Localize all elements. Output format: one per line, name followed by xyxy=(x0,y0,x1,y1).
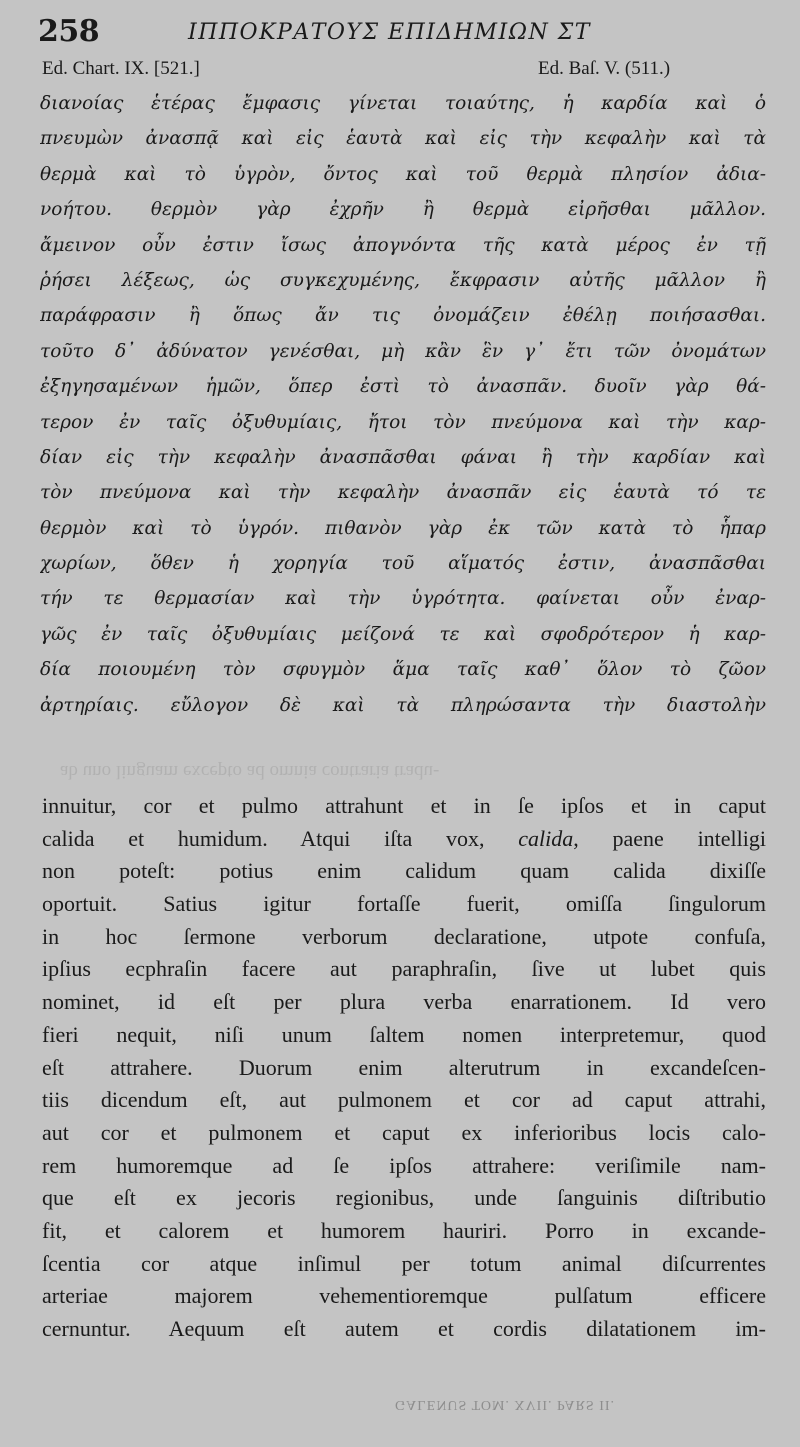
page-header xyxy=(38,12,768,56)
greek-text-line: θερμὸν καὶ τὸ ὑγρόν. πιθανὸν γὰρ ἐκ τῶν κατὰ τὸ ἧπαρ xyxy=(40,517,766,539)
latin-text-line: cernuntur. Aequum eſt autem et cordis dilatationem im- xyxy=(42,1316,766,1341)
latin-text-line: aut cor et pulmonem et caput ex inferioribus locis calo- xyxy=(42,1119,766,1145)
edition-reference-right: Ed. Baſ. V. (511.) xyxy=(538,58,671,79)
greek-text-block xyxy=(40,86,766,723)
latin-text-line: fit, et calorem et humorem hauriri. Porro in excande- xyxy=(42,1217,766,1243)
latin-text-line: in hoc ſermone verborum declaratione, utpote confuſa, xyxy=(42,923,766,949)
latin-text-line: ipſius ecphraſin facere aut paraphraſin, ſive ut lubet quis xyxy=(42,956,766,982)
greek-text-line: ἀρτηρίαις. εὔλογον δὲ καὶ τὰ πληρώσαντα τὴν διαστολὴν xyxy=(40,694,766,716)
latin-text-line: calida et humidum. Atqui iſta vox, calida, paene intelligi xyxy=(42,825,766,851)
greek-text-line: δίαν εἰς τὴν κεφαλὴν ἀνασπᾶσθαι φάναι ἢ τὴν καρδίαν καὶ xyxy=(40,446,766,468)
greek-text-line: νοήτου. θερμὸν γὰρ ἐχρῆν ἢ θερμὰ εἰρῆσθαι μᾶλλον. xyxy=(40,199,766,221)
greek-text-line: τερον ἐν ταῖς ὀξυθυμίαις, ἤτοι τὸν πνεύμονα καὶ τὴν καρ- xyxy=(40,411,766,433)
greek-text-line: θερμὰ καὶ τὸ ὑγρὸν, ὄντος καὶ τοῦ θερμὰ πλησίον ἀδια- xyxy=(40,163,766,185)
latin-text-line: non poteſt: potius enim calidum quam calida dixiſſe xyxy=(42,858,766,884)
latin-text-line: oportuit. Satius igitur fortaſſe fuerit, omiſſa ſingulorum xyxy=(42,891,766,917)
greek-text-line: γῶς ἐν ταῖς ὀξυθυμίαις μείζονά τε καὶ σφοδρότερον ἡ καρ- xyxy=(40,623,766,645)
greek-text-line: ἐξηγησαμένων ἡμῶν, ὅπερ ἐστὶ τὸ ἀνασπᾶν. δυοῖν γὰρ θά- xyxy=(40,376,766,398)
latin-text-line: arteriae majorem vehementioremque pulſatum efficere xyxy=(42,1283,766,1309)
latin-text-line: eſt attrahere. Duorum enim alterutrum in excandeſcen- xyxy=(42,1054,766,1080)
greek-text-line: διανοίας ἑτέρας ἔμφασις γίνεται τοιαύτης, ἡ καρδία καὶ ὁ xyxy=(40,93,766,114)
latin-text-line: rem humoremque ad ſe ipſos attrahere: veriſimile nam- xyxy=(42,1152,766,1178)
page-number: 258 xyxy=(38,14,100,49)
latin-text-line: nominet, id eſt per plura verba enarrationem. Id vero xyxy=(42,989,766,1015)
greek-text-line: τὸν πνεύμονα καὶ τὴν κεφαλὴν ἀνασπᾶν εἰς ἑαυτὰ τό τε xyxy=(40,482,766,504)
latin-text-line: que eſt ex jecoris regionibus, unde ſanguinis diſtributio xyxy=(42,1185,766,1211)
greek-text-line: τήν τε θερμασίαν καὶ τὴν ὑγρότητα. φαίνεται οὖν ἐναρ- xyxy=(40,588,766,610)
printer-signature: GALENUS TOM. XVII. PARS II. xyxy=(395,1397,616,1412)
greek-text-line: δία ποιουμένη τὸν σφυγμὸν ἅμα ταῖς καθ᾽ ὅλον τὸ ζῶον xyxy=(40,659,766,681)
greek-text-line: χωρίων, ὅθεν ἡ χορηγία τοῦ αἵματός ἐστιν, ἀνασπᾶσθαι xyxy=(40,553,766,575)
emphasized-word: calida xyxy=(518,825,574,851)
greek-text-line: παράφρασιν ἢ ὅπως ἄν τις ὀνομάζειν ἐθέλῃ ποιήσασθαι. xyxy=(40,305,766,327)
greek-text-line: ῥήσει λέξεως, ὡς συγκεχυμένης, ἔκφρασιν αὐτῆς μᾶλλον ἢ xyxy=(40,269,766,291)
bleed-through-text: ab uno linguam excepto ad omnia contraria tradu- xyxy=(60,761,440,782)
latin-text-line: fieri nequit, niſi unum ſaltem nomen interpretemur, quod xyxy=(42,1021,766,1047)
latin-text-line: ſcentia cor atque inſimul per totum animal diſcurrentes xyxy=(42,1250,766,1276)
running-title: ΙΠΠΟΚΡΑΤΟΥΣ ΕΠΙΔΗΜΙΩΝ ΣΤ xyxy=(188,20,591,45)
edition-reference-left: Ed. Chart. IX. [521.] xyxy=(42,58,200,79)
greek-text-line: πνευμὼν ἀνασπᾷ καὶ εἰς ἑαυτὰ καὶ εἰς τὴν κεφαλὴν καὶ τὰ xyxy=(40,128,766,150)
latin-text-line: innuitur, cor et pulmo attrahunt et in ſe ipſos et in caput xyxy=(42,793,766,818)
greek-text-line: ἄμεινον οὖν ἐστιν ἴσως ἀπογνόντα τῆς κατὰ μέρος ἐν τῇ xyxy=(40,234,766,256)
latin-text-block xyxy=(42,790,766,1346)
latin-text-line: tiis dicendum eſt, aut pulmonem et cor ad caput attrahi, xyxy=(42,1087,766,1113)
greek-text-line: τοῦτο δ᾽ ἀδύνατον γενέσθαι, μὴ κἂν ἓν γ᾽ ἔτι τῶν ὀνομάτων xyxy=(40,340,766,362)
